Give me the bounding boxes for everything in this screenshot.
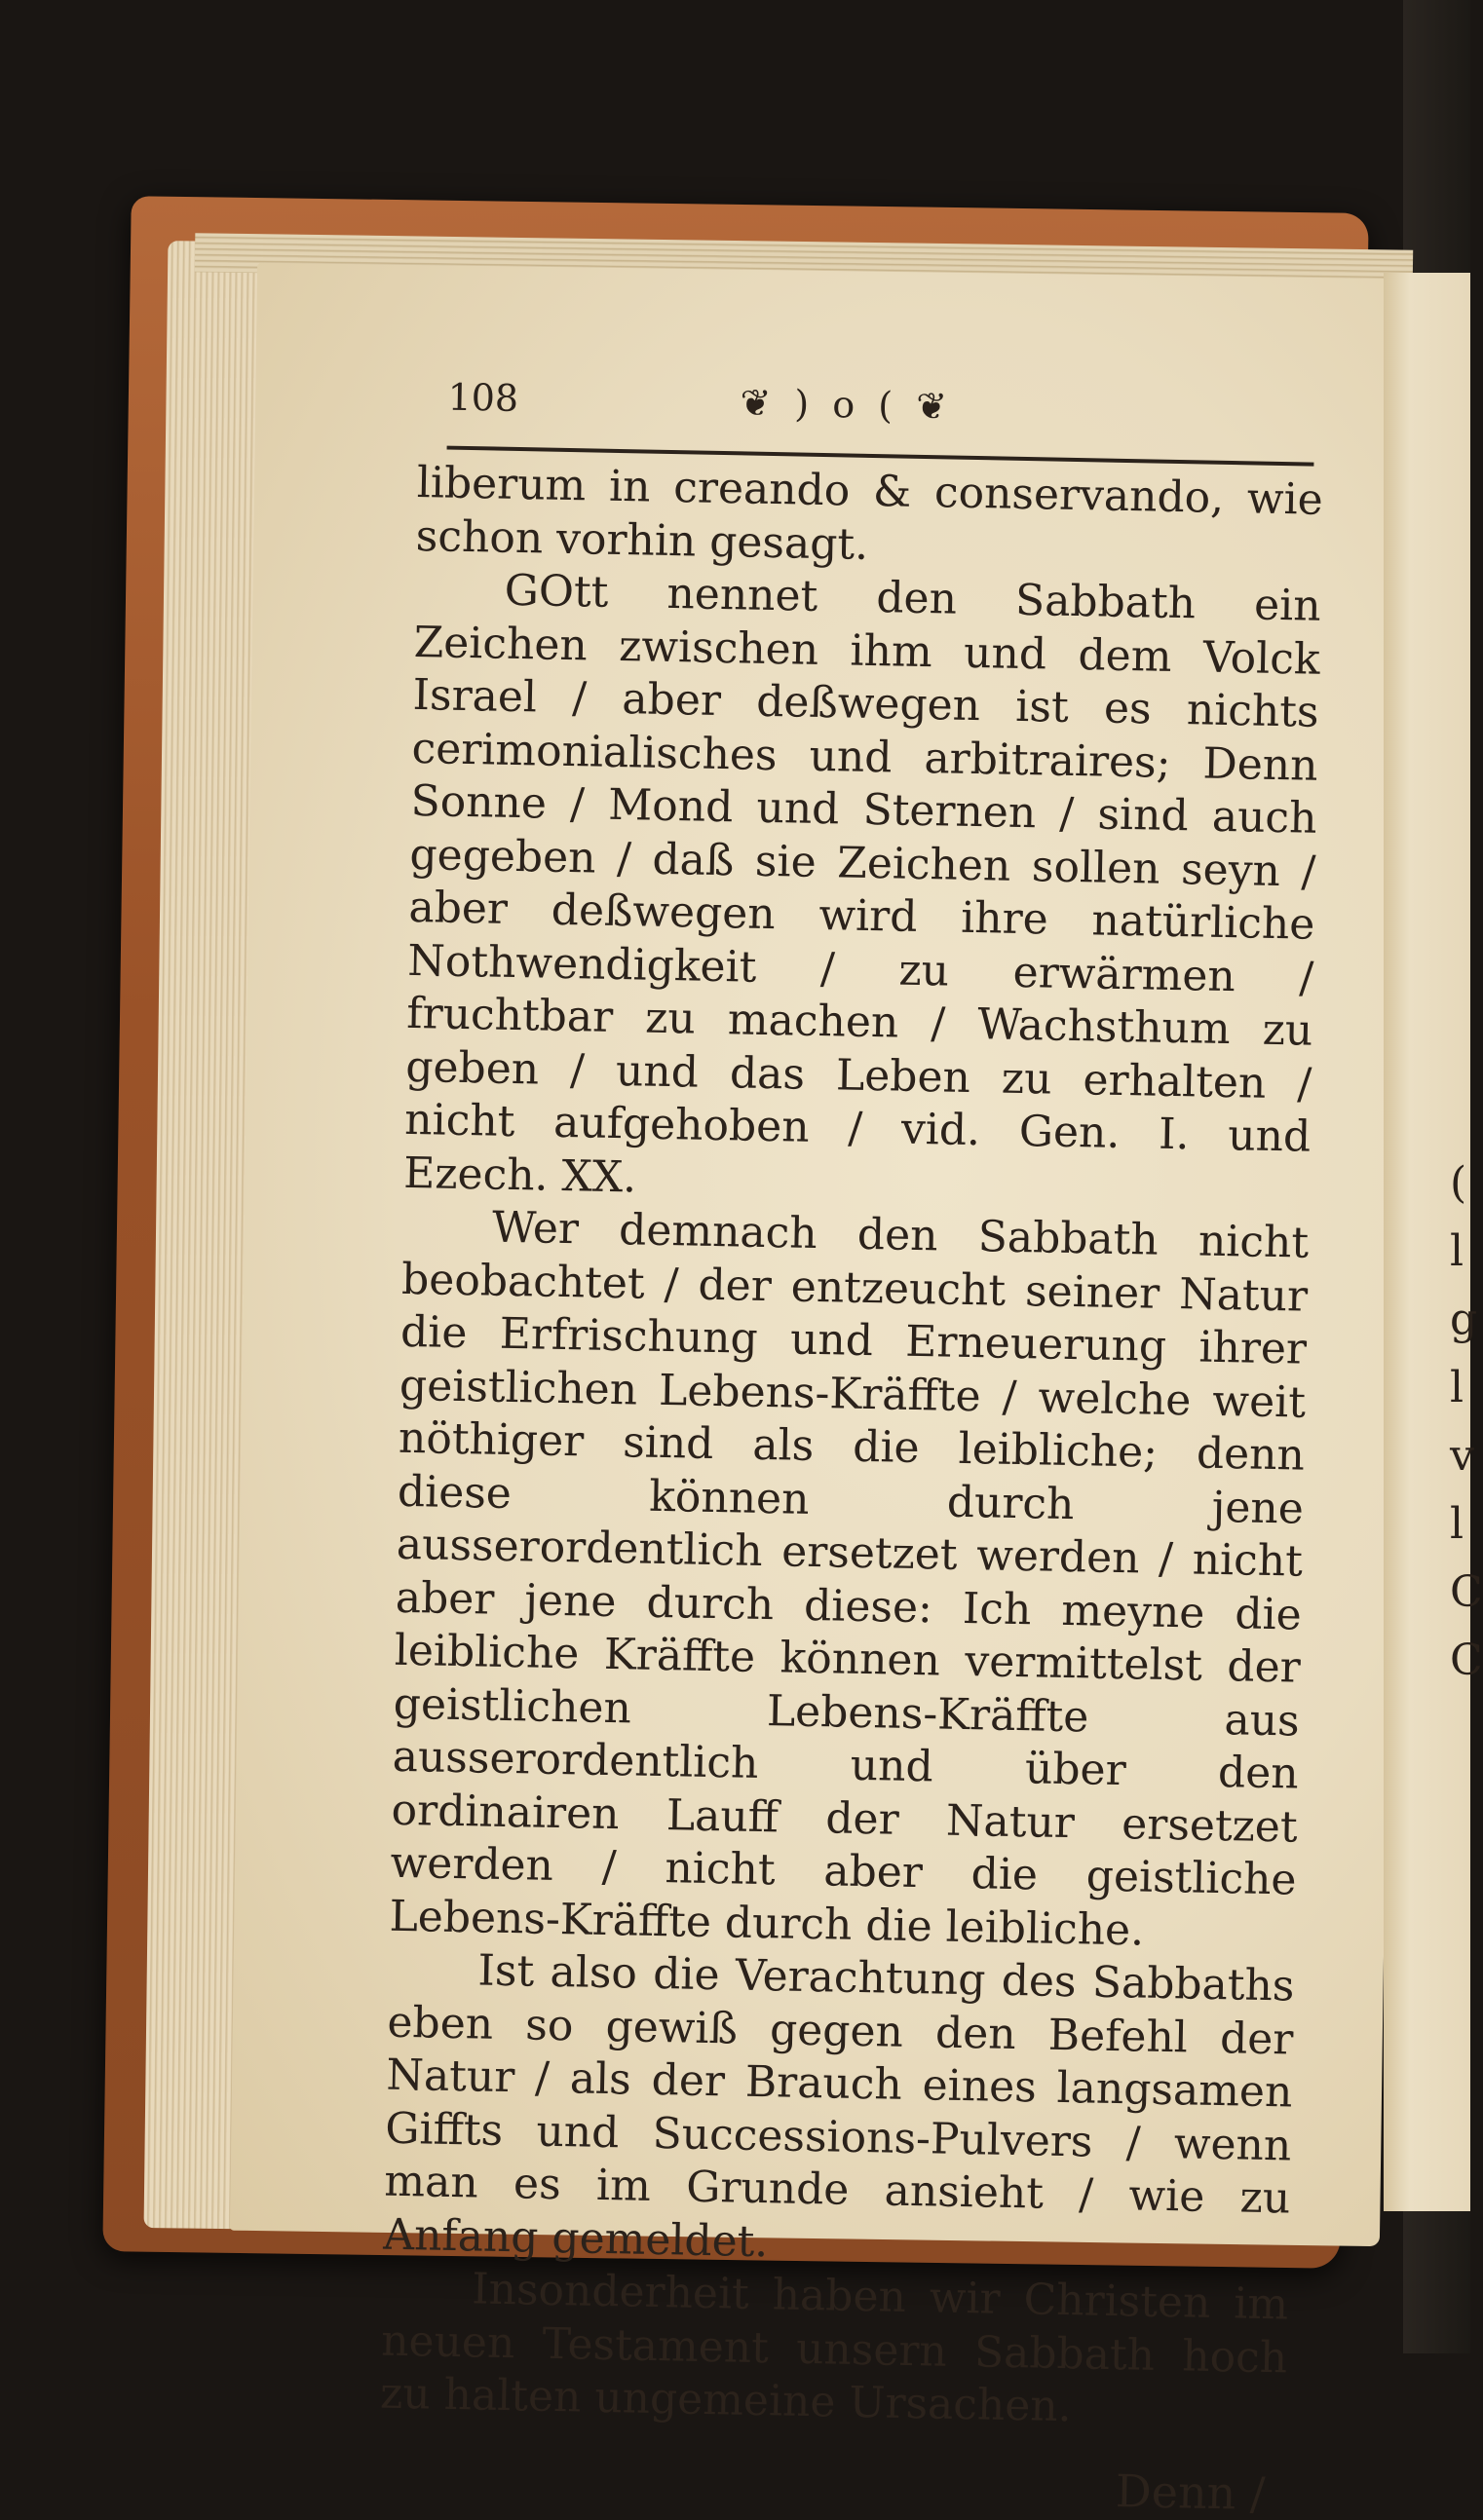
paragraph-5: Insonderheit haben wir Christen im neuen Testament unsern Sabbath hoch zu halten ungemeine Ursachen. (379, 2264, 1289, 2432)
paragraph-2: GOtt nennet den Sabbath ein Zeichen zwischen ihm und dem Volck Israel / aber deßwegen ist es nichts cerimonialisches und arbitraires; Denn Sonne / Mond und Sternen / sind auch gegeben / daß sie Zeichen sollen seyn / aber deßwegen wird ihre natürliche Nothwendigkeit / zu erwärmen / fruchtbar zu machen / Wachsthum zu geben / und das Leben zu erhalten / nicht aufgehoben / vid. Gen. I. und Ezech. XX. (402, 565, 1322, 1202)
paragraph-3: Wer demnach den Sabbath nicht beobachtet / der entzeucht seiner Natur die Erfrischung und Erneuerung ihrer geistlichen Lebens-Kräffte / welche weit nöthiger sind als die leibliche; denn diese können durch jene ausserordentlich ersetzet werden / nicht aber jene durch diese: Ich meyne die leibliche Kräffte können vermittelst der geistlichen Lebens-Kräffte aus ausserordentlich und über den ordinairen Lauff der Natur ersetzet werden / nicht aber die geistliche Lebens-Kräffte durch die leibliche. (389, 1202, 1310, 1956)
page-content (378, 375, 1325, 2520)
next-page-text: ( l g l v l C C (1450, 1158, 1483, 1685)
catchword: Denn / (1115, 2464, 1266, 2520)
paragraph-1: liberum in creando & conservando, wie schon vorhin gesagt. (415, 457, 1324, 570)
page-number: 108 (447, 375, 519, 420)
paragraph-4: Ist also die Verachtung des Sabbaths eben so gewiß gegen den Befehl der Natur / als der Brauch eines langsamen Giffts und Successions-Pulvers / wenn man es im Grunde ansieht / wie zu Anfang gemeldet. (382, 1945, 1295, 2267)
body-text (380, 457, 1324, 2438)
head-ornament: ❦ ) o ( ❦ (740, 381, 954, 429)
